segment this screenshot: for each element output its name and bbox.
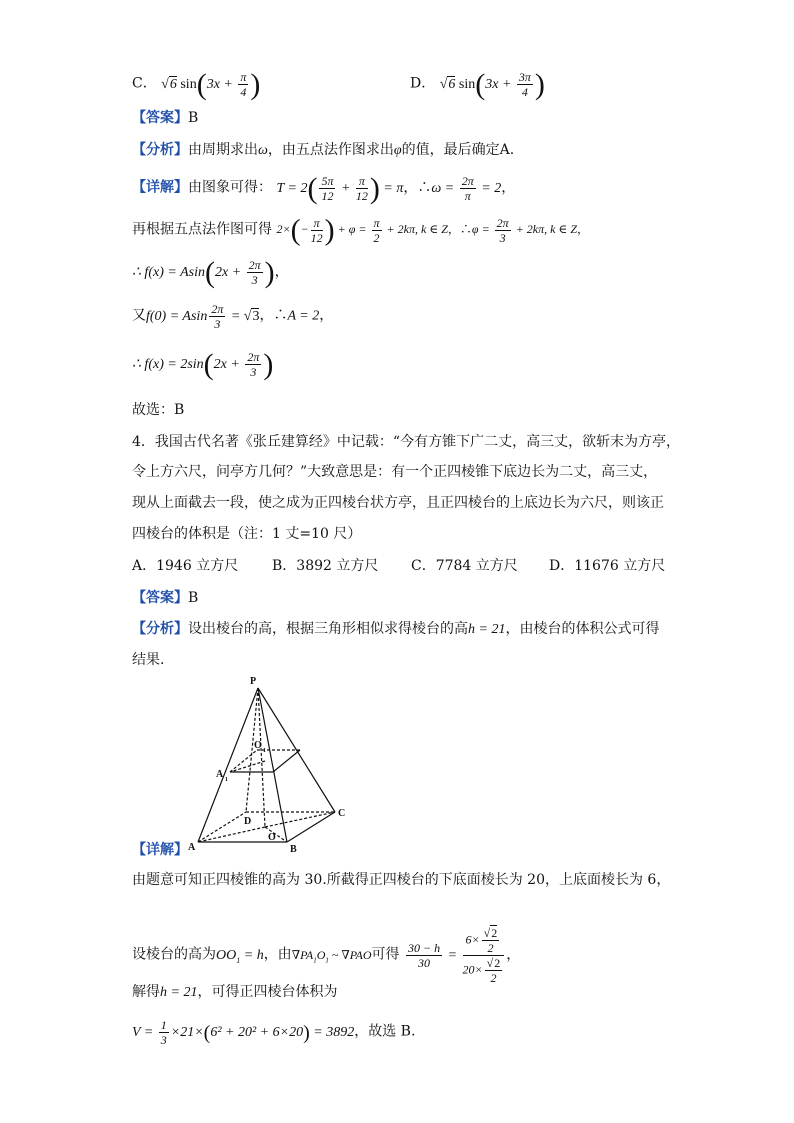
detail-text: ，∴ [259, 307, 288, 324]
detail-prev-line2 [132, 213, 590, 247]
answer-tag: 【答案】 [132, 590, 188, 606]
analysis-text: 由周期求出 [188, 142, 258, 158]
analysis-tag: 【分析】 [132, 621, 188, 637]
detail-prev-line3 [132, 255, 289, 289]
detail-text: 又 [132, 307, 146, 324]
question4-line1: 4．我国古代名著《张丘建算经》中记载：“今有方锥下广二丈，高三丈，欲斩末为方亭， [132, 434, 681, 450]
detail-tag: 【详解】 [132, 179, 188, 196]
detail-prev-line1 [132, 171, 516, 205]
detail4-line3 [132, 982, 337, 1003]
detail-text: 解得 [132, 984, 160, 1000]
detail-text: ，由 [263, 946, 292, 963]
f0-formula: f(0) = Asin $\frac{2\pi}{3}$ = √3 [146, 302, 260, 331]
a-value: A = 2， [287, 308, 334, 324]
f-formula-final: ∴ f(x) = 2sin(2x + $\frac{2\pi}{3}$ ) [132, 347, 274, 381]
label-p: P [250, 676, 257, 687]
oo1-formula: $OO_1 = h$ [216, 947, 264, 965]
option-c: C．7784 立方尺 [411, 558, 518, 574]
question4-line4: 四棱台的体积是（注：1 丈=10 尺） [132, 526, 362, 542]
period-formula: T = 2( $\frac{5\pi}{12}$ + $\frac{\pi}{12}$ ) = π，∴ω = $\frac{2\pi}{\pi}$ = 2， [276, 171, 516, 205]
label-b: B [290, 844, 297, 852]
frustum-figure [180, 672, 350, 852]
detail-prev-line5 [132, 347, 274, 381]
answer-prev [132, 108, 198, 128]
detail-text: 再根据五点法作图可得 [132, 221, 272, 238]
volume-formula: V = $\frac{1}{3}$ ×21×(6² + 20² + 6×20) = 3892 [132, 1018, 355, 1047]
option-d [410, 67, 545, 101]
label-o1: O [254, 740, 262, 751]
omega-symbol: ω [258, 143, 268, 158]
detail-text: 可得 [371, 946, 400, 963]
f-formula-a: ∴ f(x) = Asin(2x + $\frac{2\pi}{3}$ )， [132, 255, 289, 289]
detail-prev-line4 [132, 302, 333, 331]
detail-text: ，故选 B. [354, 1023, 416, 1040]
analysis-text: ，由棱台的体积公式可得 [505, 621, 660, 637]
answer-tag: 【答案】 [132, 110, 188, 126]
detail4-line2 [132, 926, 520, 985]
question4-line2: 令上方六尺，问亭方几何？”大致意思是：有一个正四棱锥下底边长为二丈，高三丈， [132, 464, 658, 480]
phase-formula: 2×(− $\frac{\pi}{12}$ ) + φ = $\frac{\pi}{2}$ + 2kπ, k ∈ Z，∴φ = $\frac{2\pi}{3}$ + 2kπ, k ∈ Z， [276, 213, 590, 247]
option-c [132, 67, 261, 101]
option-c-label: C． [132, 75, 157, 92]
analysis4-line1 [132, 619, 659, 640]
analysis-tag: 【分析】 [132, 142, 188, 158]
detail4-line4 [132, 1018, 415, 1047]
option-d: D．11676 立方尺 [549, 558, 666, 574]
analysis-text: A [499, 142, 510, 158]
answer-value: B [188, 590, 199, 606]
option-b: B．3892 立方尺 [272, 558, 379, 574]
analysis-text: . [509, 142, 515, 158]
h-result: h = 21 [160, 985, 198, 1000]
detail4-line1: 由题意可知正四棱锥的高为 30.所截得正四棱台的下底面棱长为 20，上底面棱长为 6， [132, 872, 671, 888]
label-a1-sub: 1 [225, 777, 228, 783]
question4-line3: 现从上面截去一段，使之成为正四棱台状方亭，且正四棱台的上底边长为六尺，则该正 [132, 495, 664, 511]
analysis-text: 设出棱台的高，根据三角形相似求得棱台的高 [188, 621, 468, 637]
phi-symbol: φ [393, 143, 402, 158]
detail-text: 设棱台的高为 [132, 946, 216, 963]
answer-value: B [188, 110, 199, 126]
detail-text: ，可得正四棱台体积为 [197, 984, 338, 1000]
detail-text: 由图象可得： [188, 179, 272, 196]
answer4 [132, 588, 198, 608]
ratio-formula: $\frac{30 - h}{30}$ = 6× $\frac{√2}{2}$ 20× $\frac{√2}{2}$ ， [407, 926, 521, 985]
label-o1-sub: 1 [263, 748, 266, 754]
option-a: A．1946 立方尺 [132, 558, 239, 574]
label-o: O [268, 832, 276, 843]
analysis-prev [132, 140, 514, 161]
label-c: C [338, 808, 346, 819]
h-value: h = 21 [468, 622, 506, 637]
analysis4-line2: 结果. [132, 652, 165, 668]
label-a: A [188, 842, 196, 852]
label-d: D [244, 816, 252, 827]
option-d-label: D． [410, 75, 436, 92]
similar-formula: $\nabla PA_1O_1$ ~ ∇PAO [291, 947, 372, 965]
option-d-formula: √6 sin(3x + $\frac{3\pi}{4}$ ) [439, 67, 545, 101]
analysis-text: 的值，最后确定 [401, 142, 500, 158]
detail-tag: 【详解】 [132, 842, 188, 858]
conclusion-prev: 故选：B [132, 402, 185, 418]
label-a1: A [216, 769, 224, 780]
detail4-tag-line [132, 840, 188, 860]
option-c-formula: √6 sin(3x + $\frac{\pi}{4}$ ) [161, 67, 261, 101]
analysis-text: ，由五点法作图求出 [267, 142, 394, 158]
